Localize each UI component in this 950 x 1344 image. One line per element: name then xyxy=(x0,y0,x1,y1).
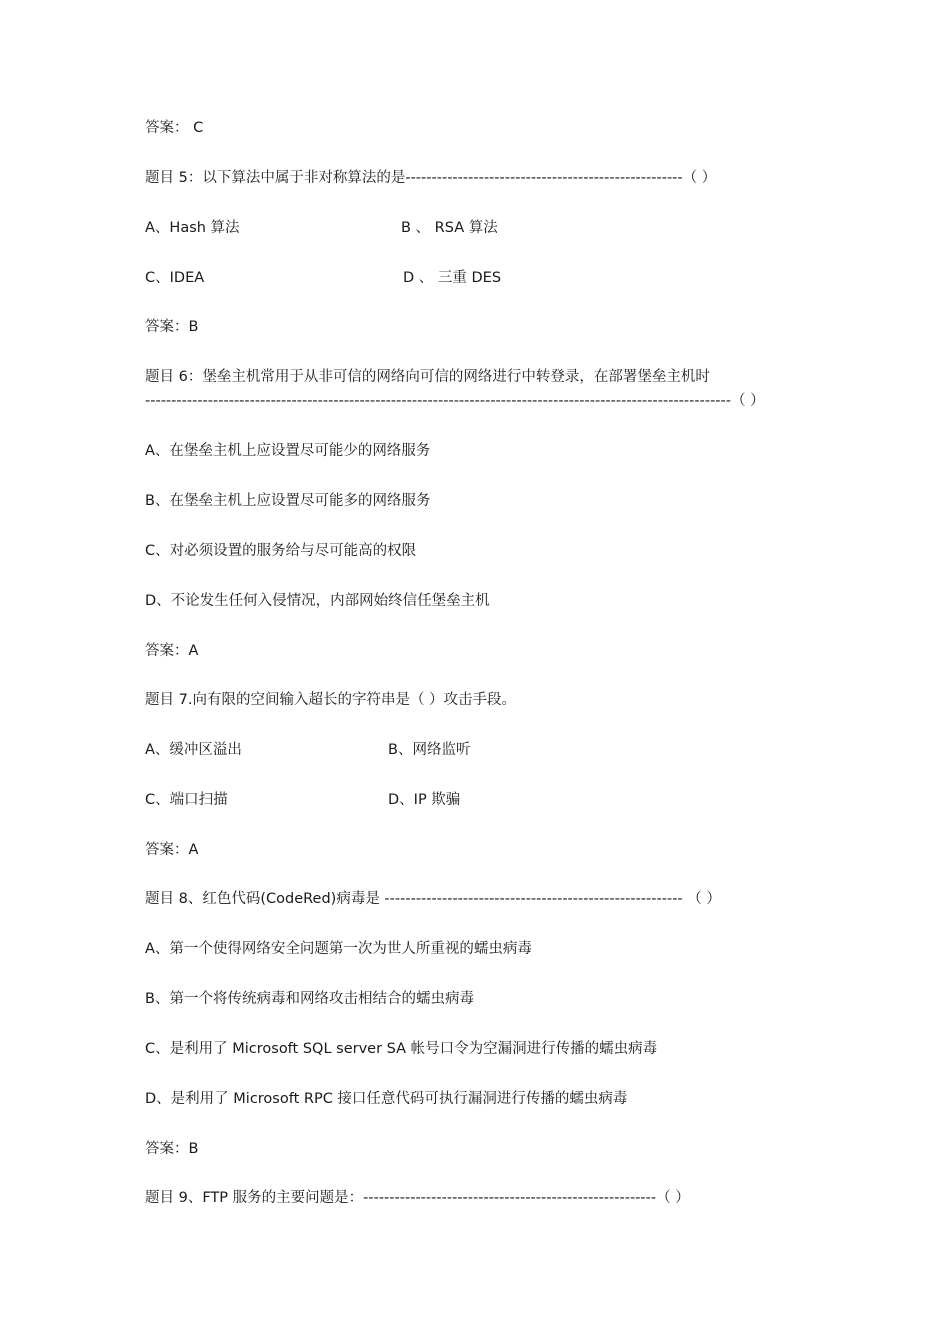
question-7-option-d: D、IP 欺骗 xyxy=(388,792,461,808)
question-5-stem: 题目 5：以下算法中属于非对称算法的是-----------------------------------------------------（ ） xyxy=(145,170,717,186)
question-6-option-a: A、在堡垒主机上应设置尽可能少的网络服务 xyxy=(145,443,431,459)
question-5-option-b: B 、 RSA 算法 xyxy=(401,220,498,236)
question-7-option-c: C、端口扫描 xyxy=(145,792,228,808)
question-7-answer: 答案：A xyxy=(145,842,199,858)
answer-q4: 答案： C xyxy=(145,120,204,136)
question-7-option-b: B、网络监听 xyxy=(388,742,471,758)
question-6-option-d: D、不论发生任何入侵情况，内部网始终信任堡垒主机 xyxy=(145,593,490,609)
question-5-option-d: D 、 三重 DES xyxy=(403,270,502,286)
question-6-stem-line1: 题目 6：堡垒主机常用于从非可信的网络向可信的网络进行中转登录，在部署堡垒主机时 xyxy=(145,369,710,385)
question-6-option-b: B、在堡垒主机上应设置尽可能多的网络服务 xyxy=(145,493,431,509)
question-9-stem: 题目 9、FTP 服务的主要问题是：--------------------------------------------------------（ ） xyxy=(145,1190,690,1206)
question-7-stem: 题目 7.向有限的空间输入超长的字符串是（ ）攻击手段。 xyxy=(145,692,517,708)
question-8-option-d: D、是利用了 Microsoft RPC 接口任意代码可执行漏洞进行传播的蠕虫病毒 xyxy=(145,1091,628,1107)
question-8-option-b: B、第一个将传统病毒和网络攻击相结合的蠕虫病毒 xyxy=(145,991,474,1007)
question-5-option-c: C、IDEA xyxy=(145,270,205,286)
question-8-answer: 答案：B xyxy=(145,1141,199,1157)
question-5-option-a: A、Hash 算法 xyxy=(145,220,240,236)
question-8-option-a: A、第一个使得网络安全问题第一次为世人所重视的蠕虫病毒 xyxy=(145,941,532,957)
question-6-option-c: C、对必须设置的服务给与尽可能高的权限 xyxy=(145,543,417,559)
question-5-answer: 答案：B xyxy=(145,319,199,335)
question-8-option-c: C、是利用了 Microsoft SQL server SA 帐号口令为空漏洞进行传播的蠕虫病毒 xyxy=(145,1041,658,1057)
question-8-stem: 题目 8、红色代码(CodeRed)病毒是 --------------------------------------------------------- （ ） xyxy=(145,891,721,907)
question-6-answer: 答案：A xyxy=(145,643,199,659)
question-7-option-a: A、缓冲区溢出 xyxy=(145,742,242,758)
question-6-stem-line2: ----------------------------------------------------------------------------------------------------------------（ ） xyxy=(145,393,765,409)
